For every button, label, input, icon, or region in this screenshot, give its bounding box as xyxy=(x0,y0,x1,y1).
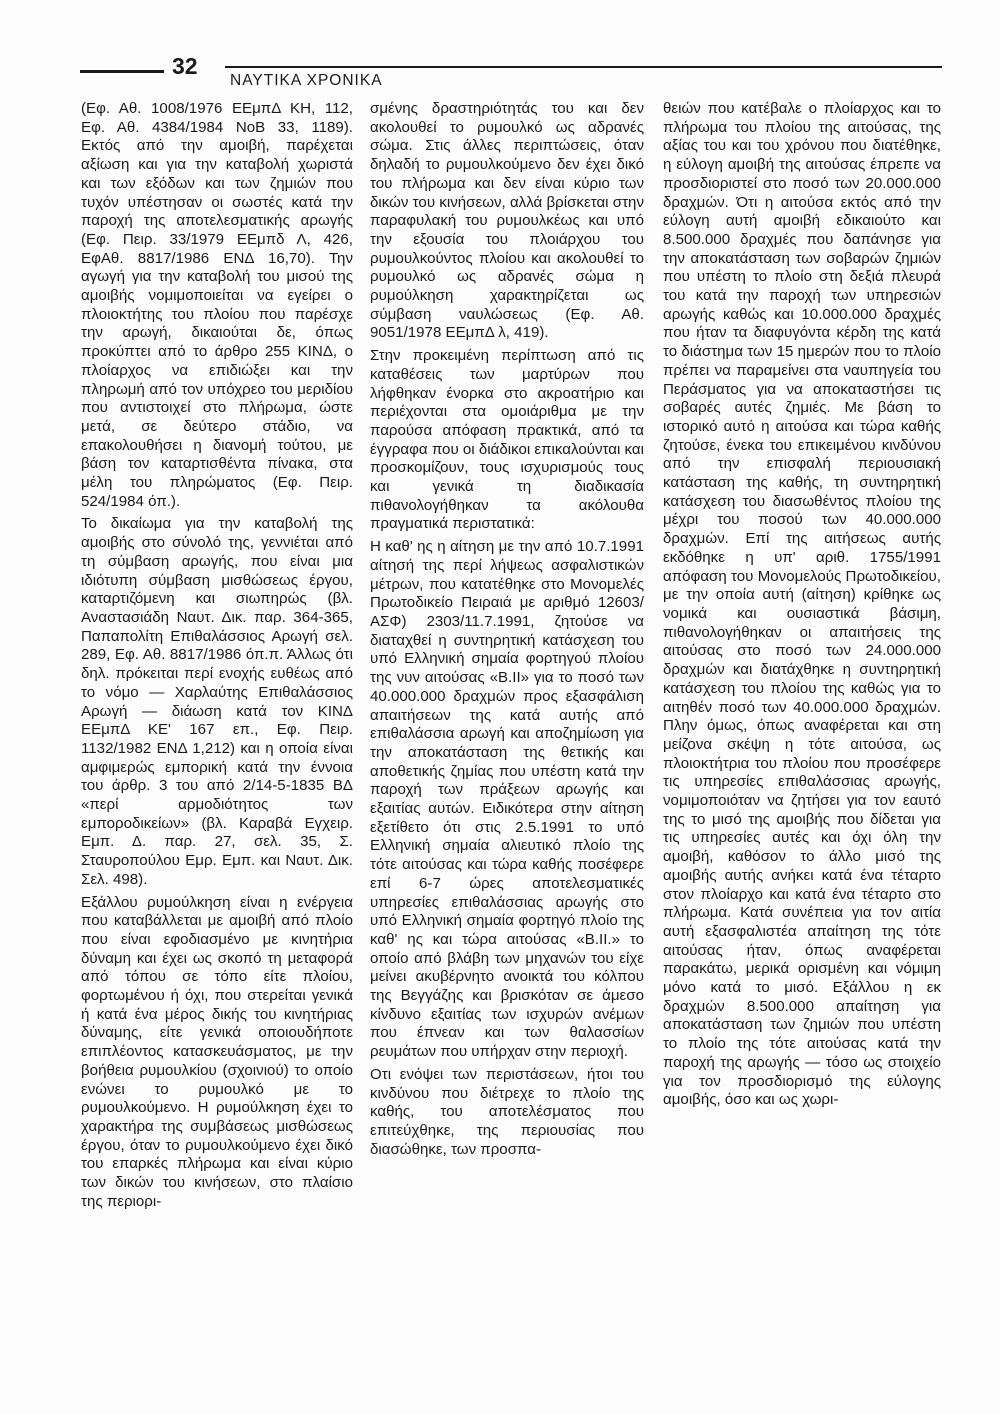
header-rule-right xyxy=(225,66,942,68)
paragraph: Οτι ενόψει των περιστάσεων, ήτοι του κινδύνου που διέτρεχε το πλοίο της καθής, του αποτελέσματος που επιτεύχθηκε, της περιουσίας που διασώθηκε, των προσπα- xyxy=(370,1065,644,1158)
paragraph: (Εφ. Αθ. 1008/1976 ΕΕμπΔ ΚΗ, 112, Εφ. Αθ. 4384/1984 ΝοΒ 33, 1189). Εκτός από την αμοιβή, παρέχεται αξίωση και για την καταβολή χωριστά και των εξόδων και των ζημιών που τυχόν υπέστησαν οι σωστές κατά την παροχή της αποτελεσματικής αρωγής (Εφ. Πειρ. 33/1979 ΕΕμπδ Λ, 426, ΕφΑθ. 8817/1986 ΕΝΔ 16,70). Την αγωγή για την καταβολή του μισού της αμοιβής νομιμοποιείται να εγείρει ο πλοιοκτήτης του πλοίου που παρέσχε την αρωγή, δικαιούται δε, όπως προκύπτει από το άρθρο 255 ΚΙΝΔ, ο πλοίαρχος να επιδιώξει και την πληρωμή από τον υπόχρεο του μεριδίου που αντιστοιχεί στο πλήρωμα, ώστε μετά, σε δεύτερο στάδιο, να επακολουθήσει η διανομή τούτου, με βάση τον καταρτισθέντα πίνακα, στα μέλη του πληρώματος (Εφ. Πειρ. 524/1984 όπ.). xyxy=(81,100,353,510)
text-column-1 xyxy=(81,100,353,1211)
paragraph: θειών που κατέβαλε ο πλοίαρχος και το πλήρωμα του πλοίου της αιτούσας, της αξίας του και του χρόνου που διατέθηκε, η εύλογη αμοιβή της αιτούσας έπρεπε να προσδιοριστεί στο ποσό των 20.000.000 δραχμών. Ότι η αιτούσα εκτός από την εύλογη αυτή αμοιβή εδικαιούτο και 8.500.000 δραχμές που δαπάνησε για την αποκατάσταση των σοβαρών ζημιών που υπέστη το πλοίο στη δεξιά πλευρά του κατά την παροχή των υπηρεσιών αρωγής καθώς και 10.000.000 δραχμές που ήταν τα διαφυγόντα κέρδη της κατά το διάστημα των 15 ημερών που το πλοίο πρέπει να παραμείνει στα ναυπηγεία του Περάσματος για να αποκαταστήσει τις σοβαρές αυτές ζημιές. Με βάση το ιστορικό αυτό η αιτούσα και τώρα καθής ζητούσε, ένεκα του επικειμένου κινδύνου από την επισφαλή περιουσιακή κατάσταση της καθής, τη συντηρητική κατάσχεση του διασωθέντος πλοίου της μέχρι του ποσού των 40.000.000 δραχμών. Επί της αιτήσεως αυτής εκδόθηκε η υπ' αριθ. 1755/1991 απόφαση του Μονομελούς Πρωτοδικείου, με την οποία αυτή (αίτηση) κρίθηκε ως νομικά και ουσιαστικά βάσιμη, πιθανολογήθηκαν οι απαιτήσεις της αιτούσας στο ποσό των 24.000.000 δραχμών και διατάχθηκε η συντηρητική κατάσχεση του πλοίου της καθώς για το αιτηθέν ποσό των 40.000.000 δραχμών. Πλην όμως, όπως αναφέρεται και στη μείζονα σκέψη η τότε αιτούσα, ως πλοιοκτήτρια του πλοίου που προσέφερε τις υπηρεσίες επιθαλάσσιας αρωγής, νομιμοποιόταν να ζητήσει για τον εαυτό της το μισό της αμοιβής που δίδεται για τις υπηρεσίες αυτές και όχι όλη την αμοιβή, καθόσον το άλλο μισό της αμοιβής αυτής ανήκει κατά ένα τέταρτο στον πλοίαρχο και κατά ένα τέταρτο στο πλήρωμα. Κατά συνέπεια για τον αιτία αυτή εξασφαλιστέα απαίτηση της τότε αιτούσας ήταν, όπως αναφέρεται παρακάτω, μερικά ορισμένη και νόμιμη μόνο κατά το μισό. Εξάλλου η εκ δραχμών 8.500.000 απαίτηση για αποκατάσταση των ζημιών που υπέστη το πλοίο της τότε αιτούσας κατά την παροχή της αρωγής — τόσο ως στοιχείο για τον προσδιορισμό της εύλογης αμοιβής, όσο και ως χωρι- xyxy=(663,100,941,1109)
text-column-2 xyxy=(370,100,644,1159)
paragraph: Στην προκειμένη περίπτωση από τις καταθέσεις των μαρτύρων που λήφθηκαν ένορκα στο ακροατήριο και περιέχονται στα ομοιάριθμα με την παρούσα απόφαση πρακτικά, από τα έγγραφα που οι διάδικοι επικαλούνται και προσκομίζουν, τους ισχυρισμούς τους και γενικά τη διαδικασία πιθανολογήθηκαν τα ακόλουθα πραγματικά περιστατικά: xyxy=(370,347,644,533)
paragraph: Η καθ' ης η αίτηση με την από 10.7.1991 αίτησή της περί λήψεως ασφαλιστικών μέτρων, που κατατέθηκε στο Μονομελές Πρωτοδικείο Πειραιά με αριθμό 12603/ΑΣΦ) 2303/11.7.1991, ζητούσε να διαταχθεί η συντηρητική κατάσχεση του υπό Ελληνική σημαία φορτηγού πλοίου της νυν αιτούσας «Β.ΙΙ» για το ποσό των 40.000.000 δραχμών προς εξασφάλιση απαιτήσεων της κατά αυτής από επιθαλάσσια αρωγή και αποζημίωση για την αποκατάσταση της θετικής και αποθετικής ζημίας που υπέστη κατά την παροχή των πράξεων αρωγής και εξαιτίας αυτών. Ειδικότερα στην αίτηση εξετίθετο ότι στις 2.5.1991 το υπό Ελληνική σημαία αλιευτικό πλοίο της τότε αιτούσας και τώρα καθής ποσέφερε επί 6-7 ώρες αποτελεσματικές υπηρεσίες επιθαλάσσιας αρωγής στο υπό Ελληνική σημαία φορτηγό πλοίο της καθ' ης και τώρα αιτούσας «Β.ΙΙ.» το οποίο από βλάβη των μηχανών του είχε μείνει ακυβέρνητο ανοικτά του κόλπου της Βεγγάζης και βρισκόταν σε άμεσο κίνδυνο εξαιτίας των ισχυρών ανέμων που έπνεαν και των θαλασσίων ρευμάτων που υπήρχαν στην περιοχή. xyxy=(370,538,644,1061)
page-header xyxy=(80,55,942,95)
journal-title: ΝΑΥΤΙΚΑ ΧΡΟΝΙΚΑ xyxy=(230,72,383,89)
text-column-3 xyxy=(663,100,941,1110)
paragraph: Το δικαίωμα για την καταβολή της αμοιβής στο σύνολό της, γεννιέται από τη σύμβαση αρωγής, που είναι μια ιδιότυπη σύμβαση μισθώσεως έργου, καταρτιζόμενη και σιωπηρώς (βλ. Αναστασιάδη Ναυτ. Δικ. παρ. 364-365, Παπαπολίτη Επιθαλάσσιος Αρωγή σελ. 289, Εφ. Αθ. 8817/1986 όπ.π. Άλλως ότι δηλ. πρόκειται περί ενοχής ευθέως από το νόμο — Χαρλαύτης Επιθαλάσσιος Αρωγή — διάωση κατά τον ΚΙΝΔ ΕΕμπΔ ΚΕ' 167 επ., Εφ. Πειρ. 1132/1982 ΕΝΔ 1,212) και η οποία είναι αμφιμερώς εμπορική κατά την έννοια του άρθρ. 3 του από 2/14-5-1835 ΒΔ «περί αρμοδιότητος των εμποροδικείων» (βλ. Καραβά Εγχειρ. Εμπ. Δ. παρ. 27, σελ. 35, Σ. Σταυροπούλου Εμρ. Εμπ. και Ναυτ. Δικ. Σελ. 498). xyxy=(81,515,353,888)
header-rule-left xyxy=(80,70,164,73)
page-number: 32 xyxy=(172,53,198,79)
paragraph: σμένης δραστηριότητάς του και δεν ακολουθεί το ρυμουλκό ως αδρανές σώμα. Στις άλλες περιπτώσεις, όταν δηλαδή το ρυμουλκούμενο δεν έχει δικό του πλήρωμα και δεν είναι κύριο των δικών του κινήσεων, αλλά βρίσκεται στην παραφυλακή του ρυμουλκέως και υπό την εξουσία του πλοιάρχου του ρυμουλκούντος πλοίου και ακολουθεί το ρυμουλκό ως αδρανές σώμα η ρυμούλκηση χαρακτηρίζεται ως σύμβαση ναυλώσεως (Εφ. Αθ. 9051/1978 ΕΕμπΔ λ, 419). xyxy=(370,100,644,342)
paragraph: Εξάλλου ρυμούλκηση είναι η ενέργεια που καταβάλλεται με αμοιβή από πλοίο που είναι εφοδιασμένο με κινητήρια δύναμη και έχει ως σκοπό τη μεταφορά από τόπου σε τόπο είτε πλοίου, φορτωμένου ή όχι, που στερείται γενικά ή κατά ένα μέρος δικής του κινητήριας δύναμης, είτε γενικά οποιουδήποτε επιπλέοντος κατασκευάσματος, με την βοήθεια ρυμουλκίου (σχοινιού) το οποίο ενώνει το ρυμουλκό με το ρυμουλκούμενο. Η ρυμούλκηση έχει το χαρακτήρα της συμβάσεως μισθώσεως έργου, όταν το ρυμουλκούμενο έχει δικό του επαρκές πλήρωμα και είναι κύριο των δικών του κινήσεων, στο πλαίσιο της περιορι- xyxy=(81,893,353,1210)
